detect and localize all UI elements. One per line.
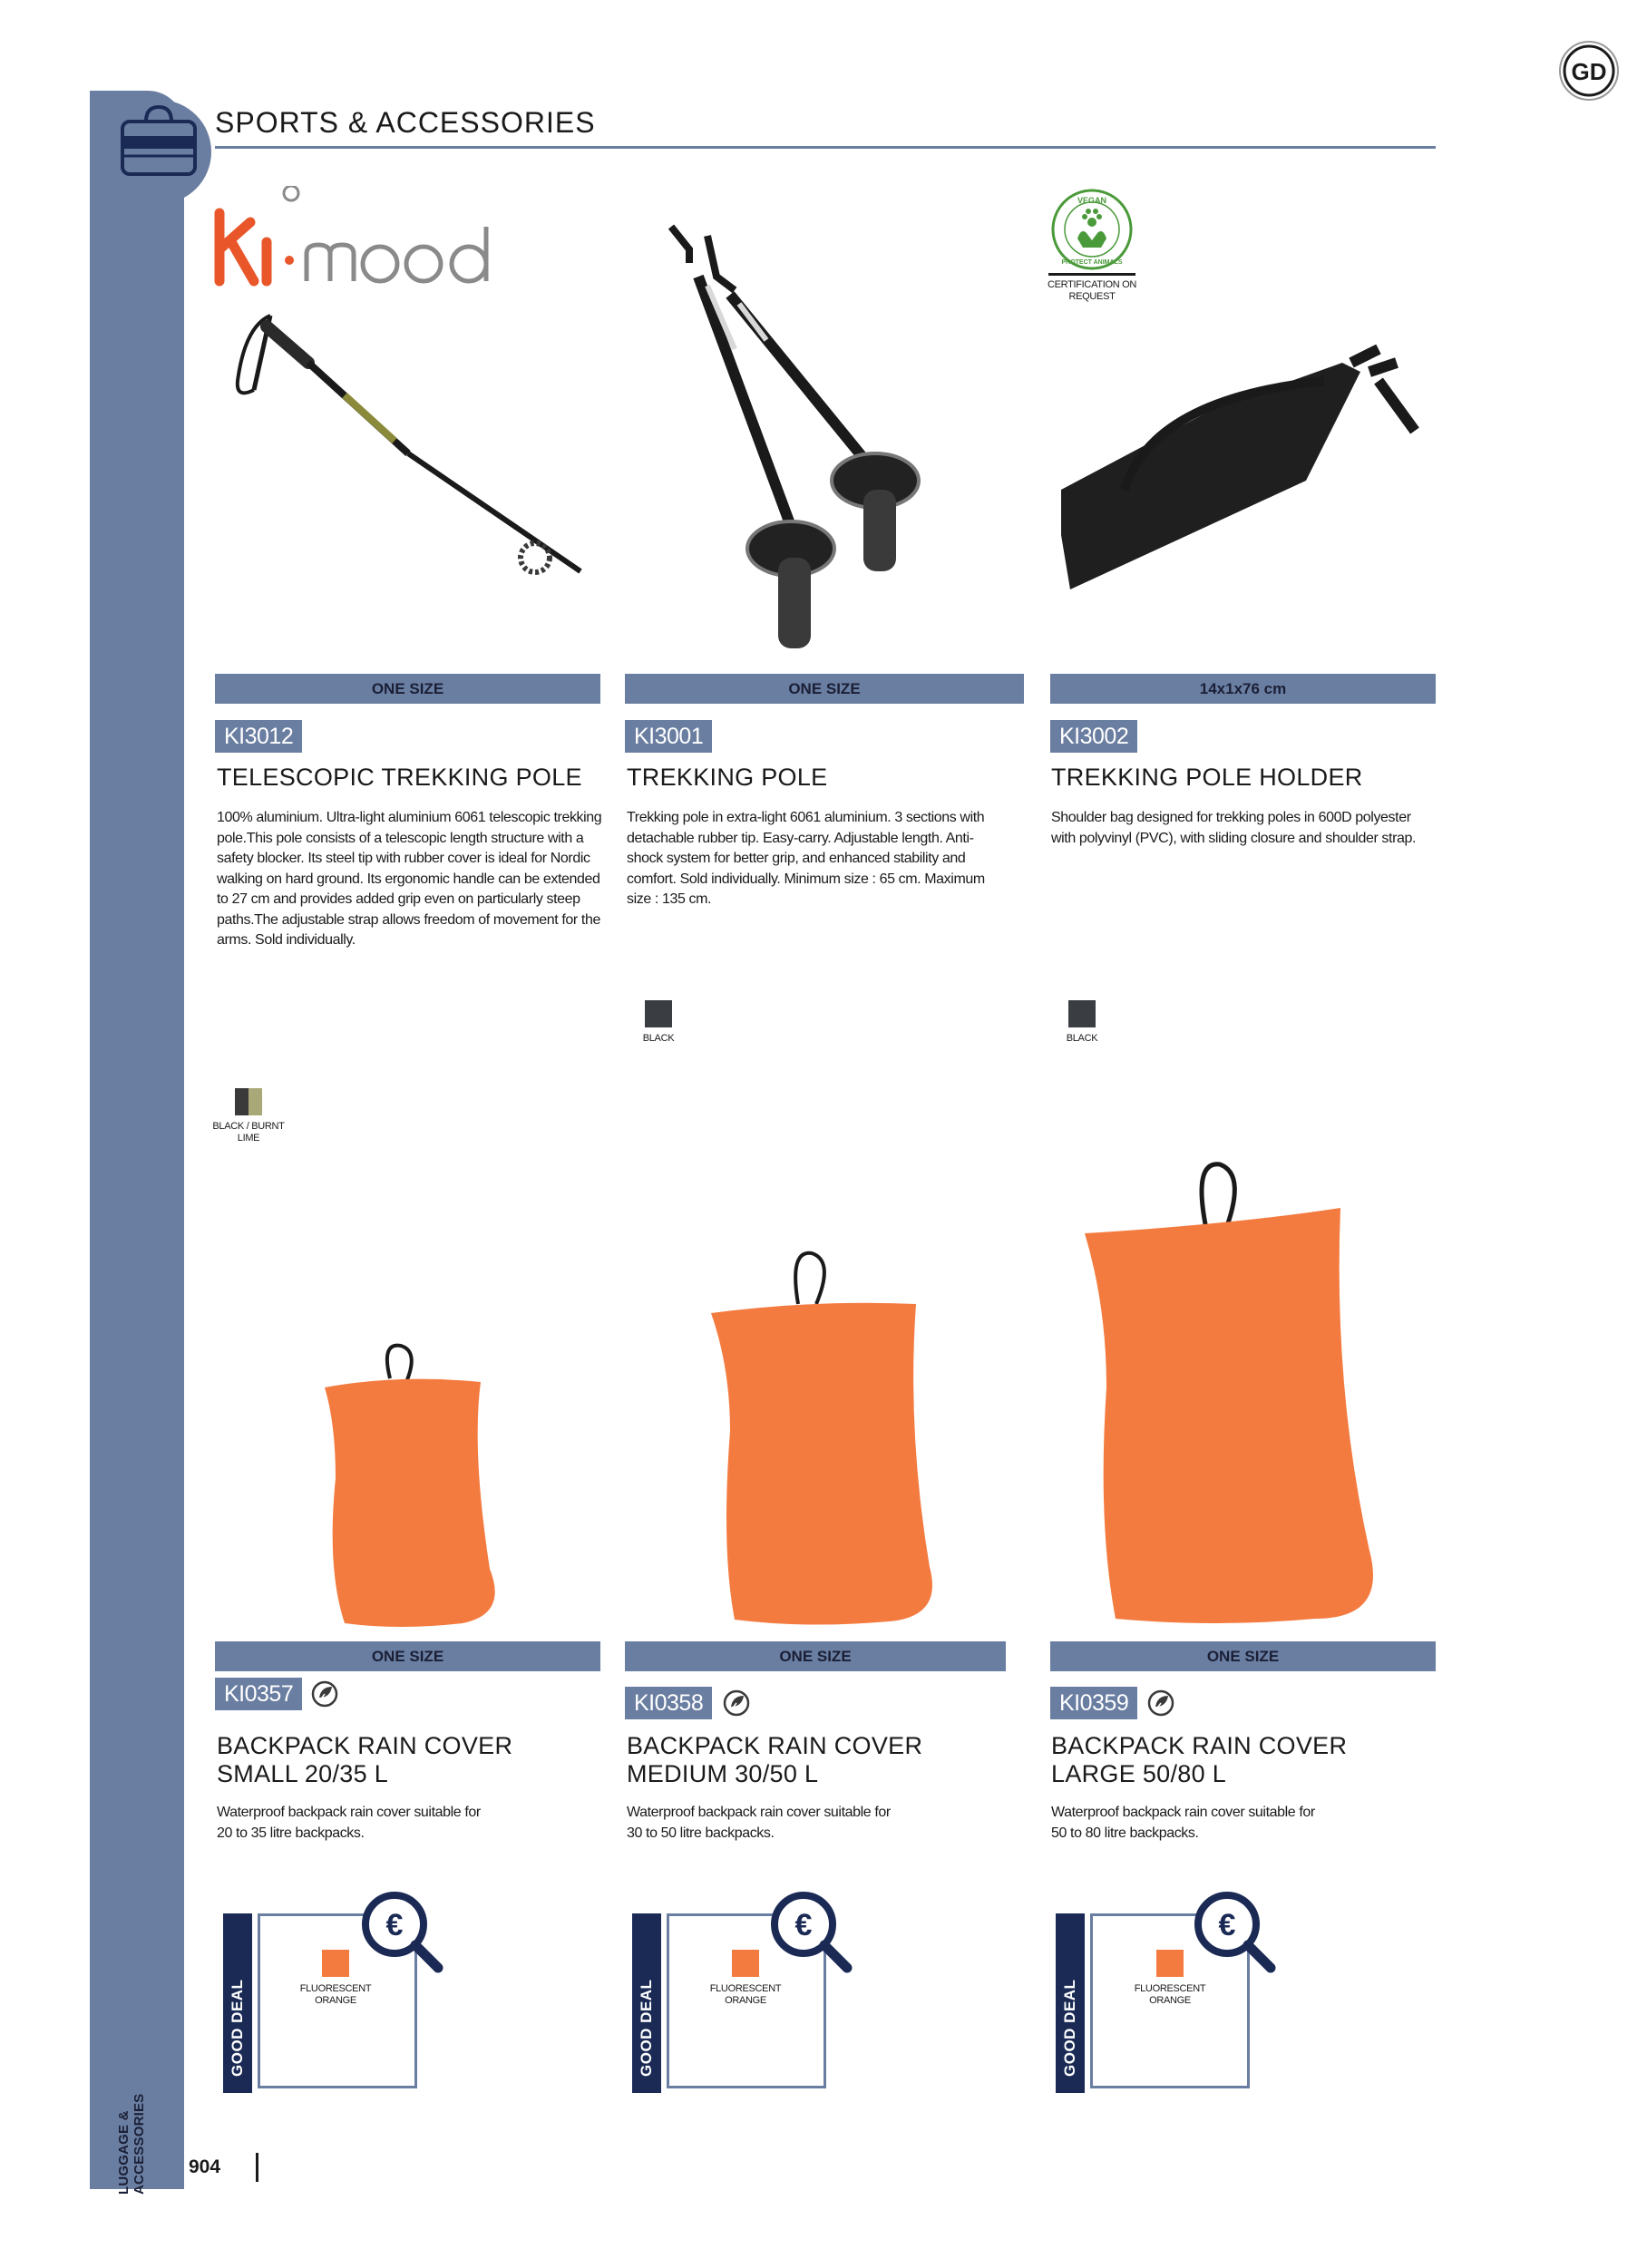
color-label: BLACK xyxy=(1066,1033,1098,1044)
section-title: SPORTS & ACCESSORIES xyxy=(215,106,596,139)
product-description: 100% aluminium. Ultra-light aluminium 6061 telescopic trekking pole.This pole consists of a telescopic length structure with a safety blocker. Its steel tip with rubber cover is ideal for Nordic walking on hard ground. Its ergonomic handle can be extended to 27 cm and provides added grip even on particularly steep paths.The adjustable strap allows freedom of movement for the arms. Sold individually. xyxy=(217,810,602,948)
product-code: KI0359 xyxy=(1050,1687,1137,1719)
color-label: BLACK xyxy=(642,1033,675,1044)
product-description: Waterproof backpack rain cover suitable for 30 to 50 litre backpacks. xyxy=(627,1805,891,1841)
svg-text:PROTECT ANIMALS: PROTECT ANIMALS xyxy=(1061,259,1123,266)
product-title: TREKKING POLE HOLDER xyxy=(1051,764,1363,791)
product-code: KI3001 xyxy=(625,720,712,753)
eco-recycle-icon xyxy=(722,1689,751,1718)
gd-logo xyxy=(1558,40,1620,102)
product-description: Shoulder bag designed for trekking poles in 600D polyester with polyvinyl (PVC), with sliding closure and shoulder strap. xyxy=(1051,810,1417,846)
product-title: BACKPACK RAIN COVER MEDIUM 30/50 L xyxy=(627,1732,923,1787)
rain-cover-large-image xyxy=(1079,1161,1406,1632)
product-code: KI0358 xyxy=(625,1687,712,1719)
good-deal-label: GOOD DEAL xyxy=(223,1913,252,2093)
svg-text:VEGAN: VEGAN xyxy=(1077,196,1107,205)
color-label: BLACK / BURNT LIME xyxy=(212,1121,285,1144)
product-title: BACKPACK RAIN COVER SMALL 20/35 L xyxy=(217,1732,513,1787)
page-number: 904 xyxy=(189,2156,221,2177)
category-sidebar xyxy=(90,91,184,2189)
svg-text:€: € xyxy=(794,1908,813,1942)
product-title: TREKKING POLE xyxy=(627,764,828,791)
color-label: FLUORESCENT ORANGE xyxy=(1134,1983,1206,2006)
euro-magnifier-icon xyxy=(767,1888,854,1975)
trekking-pole-image xyxy=(653,222,1007,667)
color-swatch-fluorescent-orange xyxy=(322,1950,349,1977)
size-bar: 14x1x76 cm xyxy=(1050,674,1436,704)
good-deal-label: GOOD DEAL xyxy=(632,1913,661,2093)
page-number-divider xyxy=(256,2153,258,2182)
eco-recycle-icon xyxy=(1146,1689,1175,1718)
euro-magnifier-icon xyxy=(358,1888,445,1975)
product-description: Waterproof backpack rain cover suitable for 50 to 80 litre backpacks. xyxy=(1051,1805,1315,1841)
product-code: KI3002 xyxy=(1050,720,1137,753)
vegan-badge-icon xyxy=(1050,188,1134,271)
color-swatch-fluorescent-orange xyxy=(732,1950,759,1977)
bag-icon xyxy=(115,102,202,183)
eco-recycle-icon xyxy=(310,1679,339,1708)
section-title-underline xyxy=(215,146,1436,149)
product-description: Trekking pole in extra-light 6061 aluminium. 3 sections with detachable rubber tip. Easy-carry. Adjustable length. Anti-shock system for better grip, and enhanced stability and comfort. Sold individually. Minimum size : 65 cm. Maximum size : 135 cm. xyxy=(627,810,985,907)
vegan-badge-divider xyxy=(1048,273,1135,276)
product-code: KI3012 xyxy=(215,720,302,753)
certification-note: CERTIFICATION ON REQUEST xyxy=(1047,279,1137,302)
color-label: FLUORESCENT ORANGE xyxy=(709,1983,782,2006)
rain-cover-medium-image xyxy=(707,1250,961,1630)
size-bar: ONE SIZE xyxy=(215,1641,600,1671)
color-swatch-black-burnt-lime xyxy=(235,1088,262,1115)
svg-text:€: € xyxy=(385,1908,404,1942)
product-title: BACKPACK RAIN COVER LARGE 50/80 L xyxy=(1051,1732,1348,1787)
pole-holder-bag-image xyxy=(1052,345,1433,608)
color-swatch-black xyxy=(1068,1000,1096,1027)
telescopic-pole-image xyxy=(227,308,599,589)
good-deal-label: GOOD DEAL xyxy=(1056,1913,1085,2093)
rain-cover-small-image xyxy=(317,1342,517,1632)
size-bar: ONE SIZE xyxy=(215,674,600,704)
svg-text:GD: GD xyxy=(1571,58,1607,85)
size-bar: ONE SIZE xyxy=(1050,1641,1436,1671)
size-bar: ONE SIZE xyxy=(625,1641,1006,1671)
product-code: KI0357 xyxy=(215,1678,302,1710)
color-swatch-black xyxy=(645,1000,672,1027)
svg-text:€: € xyxy=(1218,1908,1236,1942)
product-title: TELESCOPIC TREKKING POLE xyxy=(217,764,582,791)
sidebar-category-label: LUGGAGE & ACCESSORIES xyxy=(116,2093,147,2195)
color-label: FLUORESCENT ORANGE xyxy=(299,1983,372,2006)
euro-magnifier-icon xyxy=(1191,1888,1278,1975)
size-bar: ONE SIZE xyxy=(625,674,1024,704)
color-swatch-fluorescent-orange xyxy=(1156,1950,1184,1977)
product-description: Waterproof backpack rain cover suitable for 20 to 35 litre backpacks. xyxy=(217,1805,481,1841)
kimood-brand-logo xyxy=(214,186,504,299)
